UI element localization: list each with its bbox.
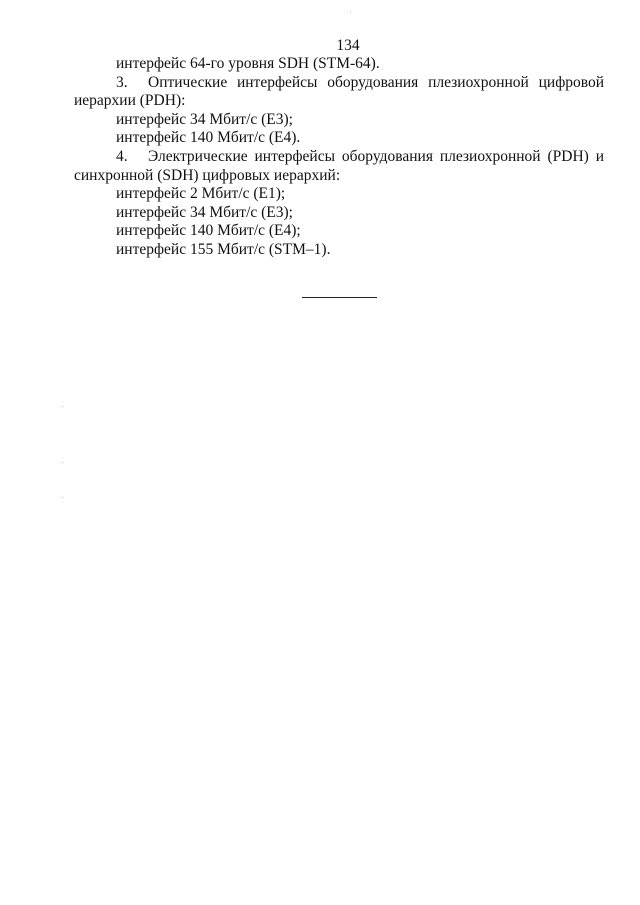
word: цифровой <box>538 73 604 91</box>
word: оборудования <box>327 73 419 91</box>
section-4-words <box>148 148 604 167</box>
text-line: иерархии (PDH): <box>74 92 186 110</box>
word: интерфейсы <box>254 147 336 165</box>
section-number: 4. <box>116 147 128 165</box>
page-number: 134 <box>336 37 360 54</box>
scan-speck <box>62 462 63 463</box>
word: Оптические <box>148 73 228 91</box>
word: (PDH) <box>547 147 589 165</box>
word: и <box>595 147 604 165</box>
section-number: 3. <box>116 73 128 91</box>
section-4-heading <box>74 148 604 167</box>
word: плезиохронной <box>439 147 541 165</box>
section-3-heading <box>74 74 604 93</box>
list-item: интерфейс 140 Мбит/с (Е4); <box>116 222 301 240</box>
word: оборудования <box>341 147 433 165</box>
list-item: интерфейс 155 Мбит/с (STM–1). <box>116 240 331 258</box>
word: плезиохронной <box>428 73 529 91</box>
list-item: интерфейс 140 Мбит/с (Е4). <box>116 129 301 147</box>
scan-speck <box>350 12 351 13</box>
list-item: интерфейс 34 Мбит/с (Е3); <box>116 110 293 128</box>
text-line: синхронной (SDH) цифровых иерархий: <box>74 166 341 184</box>
text-line: интерфейс 64-го уровня SDH (STM-64). <box>116 55 380 72</box>
scan-speck <box>62 406 63 407</box>
list-item: интерфейс 2 Мбит/с (Е1); <box>116 185 286 203</box>
section-3-words <box>148 74 604 93</box>
end-rule <box>302 297 377 298</box>
scan-speck <box>62 497 63 498</box>
word: интерфейсы <box>236 73 318 91</box>
document-body <box>74 55 604 260</box>
list-item: интерфейс 34 Мбит/с (Е3); <box>116 203 293 221</box>
word: Электрические <box>148 147 248 165</box>
